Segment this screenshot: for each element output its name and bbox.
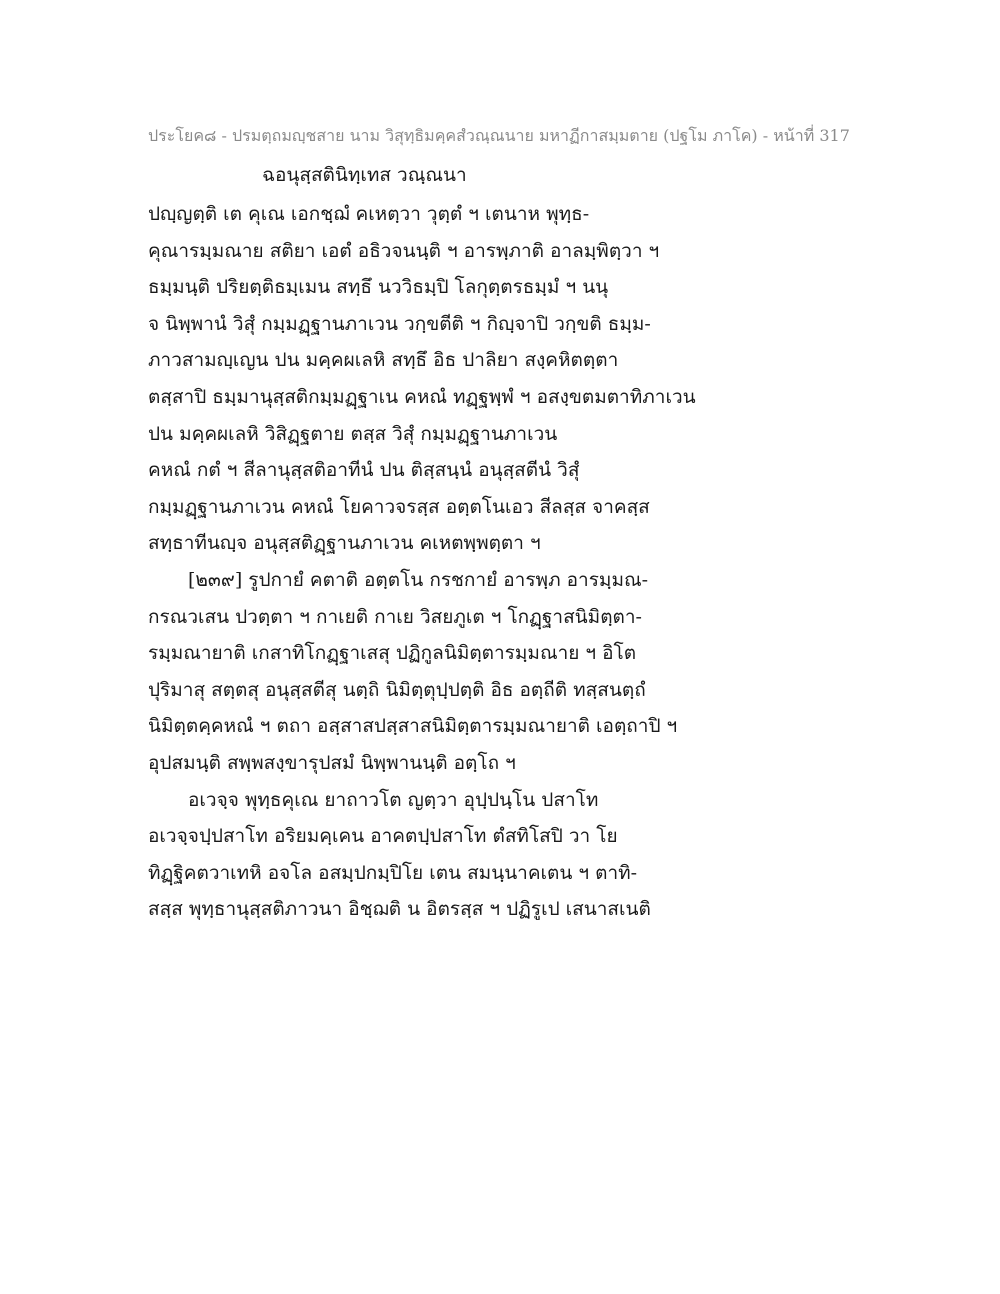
text-line: ปญฺญตฺติ เต คุเณ เอกชฺฌํ คเหตฺวา วุตฺตํ ฯ เตนาห พุทฺธ- — [148, 203, 590, 225]
text-line: ปน มคฺคผเลหิ วิสิฏฺฐตาย ตสฺส วิสุํ กมฺมฏฺฐานภาเวน — [148, 422, 558, 445]
text-line: ปุริมาสุ สตฺตสุ อนุสฺสตีสุ นตฺถิ นิมิตฺตุปฺปตฺติ อิธ อตฺถีติ ทสฺสนตฺถํ — [148, 678, 646, 701]
text-line: กมฺมฏฺฐานภาเวน คหณํ โยคาวจรสฺส อตฺตโนเอว สีลสฺส จาคสฺส — [148, 495, 650, 518]
text-line: สทฺธาทีนญฺจ อนุสฺสติฏฺฐานภาเวน คเหตพฺพตฺตา ฯ — [148, 532, 541, 555]
text-line: คหณํ กตํ ฯ สีลานุสฺสติอาทีนํ ปน ติสฺสนฺนํ อนุสฺสตีนํ วิสุํ — [148, 459, 580, 482]
text-line: ตสฺสาปิ ธมฺมานุสฺสติกมฺมฏฺฐาเน คหณํ ทฏฺฐพฺพํ ฯ อสงฺขตมตาทิภาเวน — [148, 385, 696, 408]
paragraph-start-line: อเวจฺจ พุทฺธคุเณ ยาถาวโต ญตฺวา อุปฺปนฺโน ปสาโท — [188, 788, 599, 811]
text-line: กรณวเสน ปวตฺตา ฯ กาเยติ กาเย วิสยภูเต ฯ โกฏฺฐาสนิมิตฺตา- — [148, 605, 642, 628]
text-line: ธมฺมนฺติ ปริยตฺติธมฺเมน สทฺธึ นววิธมฺปิ โลกุตฺตรธมฺมํ ฯ นนุ — [148, 276, 609, 299]
text-line: คุณารมฺมณาย สติยา เอตํ อธิวจนนฺติ ฯ อารพฺภาติ อาลมฺพิตฺวา ฯ — [148, 239, 660, 262]
text-line: รมฺมณายาติ เกสาทิโกฏฺฐาเสสุ ปฏิกูลนิมิตฺตารมฺมณาย ฯ อิโต — [148, 642, 637, 665]
text-line: ทิฏฺฐิคตวาเทหิ อจโล อสมฺปกมฺปิโย เตน สมนฺนาคเตน ฯ ตาทิ- — [148, 861, 638, 884]
text-line: อเวจฺจปฺปสาโท อริยมคฺเคน อาคตปฺปสาโท ตํสทิโสปิ วา โย — [148, 825, 618, 848]
body-text — [148, 196, 868, 928]
page-header: ประโยค๘ - ปรมตฺถมญฺชสาย นาม วิสุทฺธิมคฺคสํวณฺณนาย มหาฏีกาสมฺมตาย (ปฐโม ภาโค) - หน้าที่ 317 — [148, 126, 850, 145]
text-line: อุปสมนฺติ สพฺพสงฺขารุปสมํ นิพฺพานนฺติ อตฺโถ ฯ — [148, 751, 516, 774]
section-heading: ฉอนุสฺสตินิทฺเทส วณฺณนา — [262, 164, 467, 186]
paragraph-start-line: [๒๓๙] รูปกายํ คตาติ อตฺตโน กรชกายํ อารพฺภ อารมฺมณ- — [188, 568, 649, 591]
text-line: สสฺส พุทฺธานุสฺสติภาวนา อิชฺฌติ น อิตรสฺส ฯ ปฏิรูเป เสนาสเนติ — [148, 898, 651, 921]
text-line: นิมิตฺตคฺคหณํ ฯ ตถา อสฺสาสปสฺสาสนิมิตฺตารมฺมณายาติ เอตฺถาปิ ฯ — [148, 715, 678, 738]
text-line: ภาวสามญฺเญน ปน มคฺคผเลหิ สทฺธึ อิธ ปาลิยา สงฺคหิตตฺตา — [148, 349, 619, 372]
text-line: จ นิพฺพานํ วิสุํ กมฺมฏฺฐานภาเวน วกฺขตีติ ฯ กิญฺจาปิ วกฺขติ ธมฺม- — [148, 312, 651, 335]
